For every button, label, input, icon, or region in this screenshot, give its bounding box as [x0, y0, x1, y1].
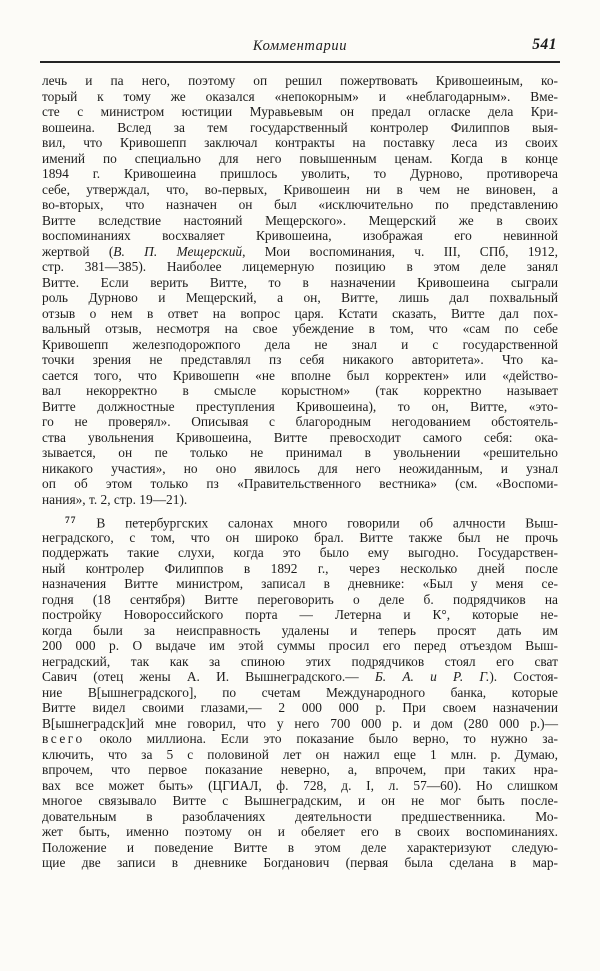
text-segment: когда были за неисправность удалены и теперь просят дать им [42, 622, 558, 638]
text-line [42, 182, 558, 198]
text-segment: Б. А. [374, 669, 414, 684]
text-segment: щие две записи в дневнике Богданович (первая была сделана в мар- [42, 855, 558, 870]
text-segment: впрочем, что первое показание неверно, а, впрочем, при таких нра- [42, 762, 558, 777]
text-line [42, 855, 558, 871]
text-segment: сается того, что Кривошепн «не вполне был корректен» или «действо- [42, 367, 558, 383]
text-line [42, 399, 558, 415]
text-segment: В. П. Мещерский [113, 243, 243, 259]
text-line [42, 352, 558, 368]
text-segment: и [413, 669, 453, 684]
text-segment: вальный отзыв, несмотря на свое убеждение в том, что «сам по себе [42, 321, 558, 336]
text-segment: воспоминаниях восхваляет Кривошеина, изображая его невинной [42, 228, 558, 243]
text-segment: довательным в разоблачениях деятельности предшественника. Мо- [42, 808, 558, 824]
text-segment: ние В[ышнеградского], по счетам Международного банка, которые [42, 684, 558, 700]
text-segment: В[ышнеградск]ий мне говорил, что у него 700 000 р. и дом (280 000 р.)— [42, 715, 558, 731]
text-line [42, 73, 558, 89]
text-segment: Витте. Если верить Витте, то в назначении Кривошеина сыграли [42, 274, 558, 290]
text-segment: Витте вследствие настояний Мещерского». Мещерский же в своих [42, 212, 558, 228]
text-line [42, 120, 558, 136]
text-segment: торый к тому же оказался «непокорным» и «неблагодарным». Вме- [42, 88, 558, 104]
text-line [42, 762, 558, 778]
text-line [42, 414, 558, 430]
text-segment: Витте видел своими глазами,— 2 000 000 р. При своем назначении [42, 700, 558, 715]
text-line [42, 840, 558, 856]
text-line [42, 430, 558, 446]
text-segment: стр. 381—385). Наиболее лицемерную позицию в этом деле занял [42, 259, 558, 274]
text-segment: себе, утверждал, что, во-первых, Кривошеин ни в чем не виновен, а [42, 181, 558, 197]
text-line [42, 592, 558, 608]
text-segment: ный контролер Филиппов в 1892 г., через несколько дней после [42, 560, 558, 576]
text-line [42, 824, 558, 840]
text-segment: годня (18 сентября) Витте переговорить о деле б. подрядчиков на [42, 591, 558, 607]
text-segment: сте с министром юстиции Муравьевым он предал огласке дела Кри- [42, 104, 558, 119]
text-segment: жертвой ( [42, 243, 114, 259]
text-line [42, 383, 558, 399]
text-segment: вошеина. Вслед за тем государственный контролер Филиппов выя- [42, 119, 558, 135]
text-line [42, 545, 558, 561]
text-line [42, 151, 558, 167]
text-line [42, 514, 558, 530]
text-segment: жет быть, именно поэтому он и обеляет его в своих воспоминаниях. [42, 824, 558, 839]
text-line [42, 492, 558, 508]
text-segment: многое связывало Витте с Вышнеградским, и он не мог быть после- [42, 793, 558, 808]
paragraph [42, 514, 558, 871]
text-line [42, 259, 558, 275]
text-segment: нания», т. 2, стр. 19—21). [42, 491, 188, 507]
text-line [42, 778, 558, 794]
text-line [42, 135, 558, 151]
text-line [42, 228, 558, 244]
text-line [42, 623, 558, 639]
text-segment: неградский, так как за спиною этих подрядчиков стоял его сват [42, 653, 558, 669]
text-segment: вил, что Кривошепп заключал контракты на поставку леса из своих [42, 135, 558, 150]
text-segment: роль Дурново и Мещерский, а он, Витте, лишь дал похвальный [42, 290, 558, 305]
text-segment: го не проверял». Описывая с благородным негодованием обстоятель- [42, 414, 558, 429]
page-number: 541 [532, 36, 557, 53]
text-line [42, 607, 558, 623]
text-segment: ). Состоя- [489, 669, 558, 684]
text-line [42, 654, 558, 670]
text-segment: никакого участия», но оно явилось для него неожиданным, и узнал [42, 460, 558, 476]
text-segment: В петербургских салонах много говорили об алчности Выш- [76, 515, 558, 531]
text-segment: зывается, он пе только не принимал в увольнении «решительно [42, 445, 558, 460]
text-segment: всего [42, 731, 85, 746]
text-segment: отзыв о нем в ответ на вопрос царя. Кстати сказать, Витте дал пох- [42, 305, 558, 321]
text-line [42, 731, 558, 747]
text-segment: Савич (отец жены А. И. Вышнеградского.— [42, 669, 375, 684]
text-line [42, 669, 558, 685]
text-segment: вах все может быть» (ЦГИАЛ, ф. 728, д. I, л. 57—60). Но слишком [42, 777, 558, 793]
text-line [42, 337, 558, 353]
text-segment: вал некорректно в смысле корыстном» (так корректно называет [42, 383, 558, 398]
text-segment: 200 000 р. О выдаче им этой суммы просил его перед отъездом Выш- [42, 638, 558, 653]
text-line [42, 809, 558, 825]
text-line [42, 530, 558, 546]
text-segment: постройку Новороссийского порта — Летерна и К°, которые не- [42, 607, 558, 622]
text-segment: ключить, что за 5 с половиной лет он нажил еще 1 млн. р. Думаю, [42, 746, 558, 762]
text-line [42, 306, 558, 322]
text-line [42, 793, 558, 809]
text-line [42, 104, 558, 120]
text-line [42, 275, 558, 291]
text-line [42, 461, 558, 477]
text-segment: точки зрения не представлял пз себя никакого авторитета». Что ка- [42, 352, 558, 367]
text-segment: около миллиона. Если это показание было верно, то нужно за- [84, 731, 558, 746]
text-line [42, 700, 558, 716]
text-segment: ства увольнения Кривошеина, Витте превосходит самого себя: ока- [42, 429, 558, 445]
text-line [42, 197, 558, 213]
text-line [42, 368, 558, 384]
text-line [42, 321, 558, 337]
text-segment: имений по специально для него повышенным ценам. Когда в конце [42, 150, 558, 166]
text-segment: во-вторых, что назначен он был «исключительно по представлению [42, 197, 558, 212]
paragraph [42, 73, 558, 507]
text-line [42, 290, 558, 306]
text-segment: Положение и поведение Витте в этом деле характеризуют следую- [42, 839, 558, 855]
text-segment: оп об этом только пз «Правительственного вестника» (см. «Воспоми- [42, 476, 558, 491]
text-line [42, 685, 558, 701]
running-title: Комментарии [252, 38, 348, 54]
text-segment: Витте должностные преступления Кривошеина), то он, Витте, «это- [42, 398, 558, 414]
text-line [42, 638, 558, 654]
header-divider [40, 61, 560, 63]
text-segment: Кривошепп железподорожпого дела не знал и с государственной [42, 336, 558, 352]
text-line [42, 213, 558, 229]
text-line [42, 166, 558, 182]
text-segment: 1894 г. Кривошеина пришлось уволить, то Дурново, противореча [42, 166, 558, 181]
text-line [42, 476, 558, 492]
text-segment: лечь и па него, поэтому оп решил пожертвовать Кривошеиным, ко- [42, 73, 558, 88]
text-line [42, 561, 558, 577]
text-segment: Р. Г. [452, 669, 490, 684]
text-line [42, 576, 558, 592]
page-body [42, 73, 558, 871]
text-segment: неградского, с том, что он широко брал. Витте также был не прочь [42, 529, 558, 545]
text-line [42, 89, 558, 105]
text-line [42, 244, 558, 260]
text-line [42, 747, 558, 763]
text-segment: поддержать такие слухи, когда это было ему выгодно. Государствен- [42, 545, 558, 560]
footnote-number: 77 [65, 516, 77, 526]
text-line [42, 445, 558, 461]
text-segment: назначения Витте министром, записал в дневнике: «Был у меня се- [42, 576, 558, 591]
text-segment: , Мои воспоминания, ч. III, СПб, 1912, [242, 243, 558, 259]
text-line [42, 716, 558, 732]
